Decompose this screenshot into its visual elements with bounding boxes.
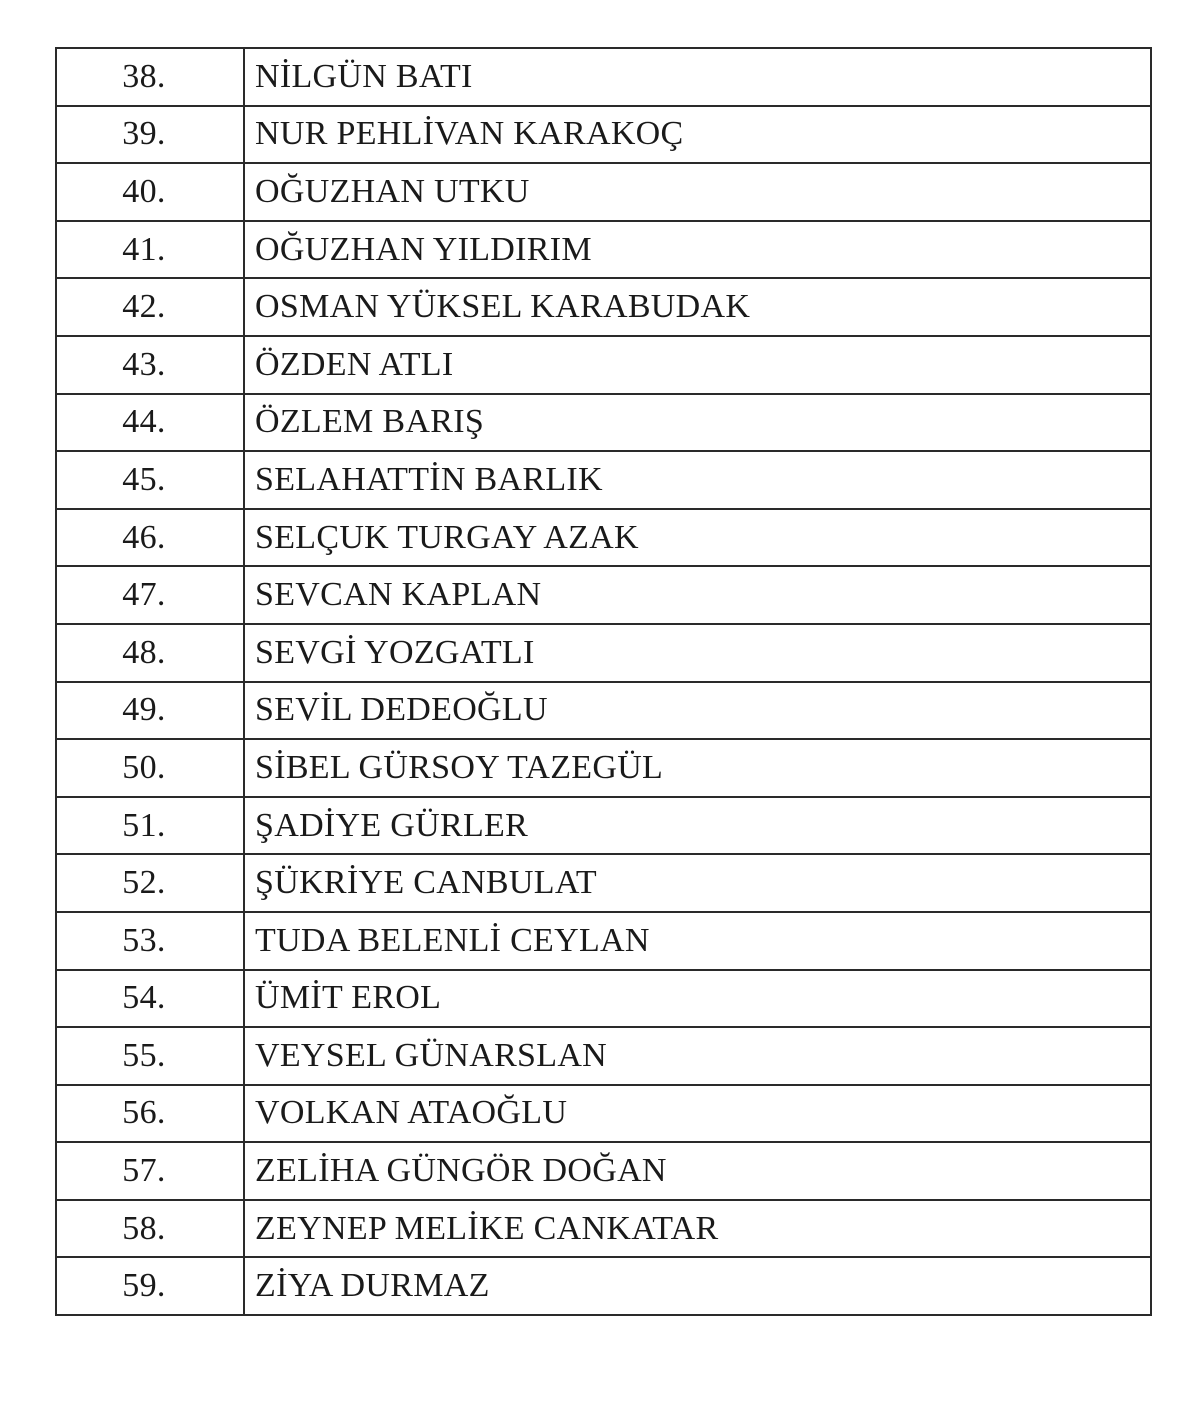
table-row bbox=[56, 1027, 1151, 1085]
row-name: ZEYNEP MELİKE CANKATAR bbox=[244, 1200, 1151, 1258]
row-number: 54. bbox=[56, 970, 244, 1028]
row-number: 42. bbox=[56, 278, 244, 336]
row-number: 46. bbox=[56, 509, 244, 567]
row-name: OSMAN YÜKSEL KARABUDAK bbox=[244, 278, 1151, 336]
table-row bbox=[56, 1142, 1151, 1200]
row-number: 57. bbox=[56, 1142, 244, 1200]
table-row bbox=[56, 739, 1151, 797]
row-name: SELÇUK TURGAY AZAK bbox=[244, 509, 1151, 567]
table-row bbox=[56, 854, 1151, 912]
row-name: SEVİL DEDEOĞLU bbox=[244, 682, 1151, 740]
table-row bbox=[56, 624, 1151, 682]
table-row bbox=[56, 336, 1151, 394]
row-name: SİBEL GÜRSOY TAZEGÜL bbox=[244, 739, 1151, 797]
row-name: VOLKAN ATAOĞLU bbox=[244, 1085, 1151, 1143]
row-name: TUDA BELENLİ CEYLAN bbox=[244, 912, 1151, 970]
row-name: ZİYA DURMAZ bbox=[244, 1257, 1151, 1315]
row-number: 52. bbox=[56, 854, 244, 912]
table-row bbox=[56, 1200, 1151, 1258]
row-number: 48. bbox=[56, 624, 244, 682]
row-name: ŞÜKRİYE CANBULAT bbox=[244, 854, 1151, 912]
row-number: 44. bbox=[56, 394, 244, 452]
row-number: 47. bbox=[56, 566, 244, 624]
name-list-table bbox=[55, 47, 1152, 1316]
table-row bbox=[56, 48, 1151, 106]
table-row bbox=[56, 970, 1151, 1028]
row-number: 40. bbox=[56, 163, 244, 221]
row-name: VEYSEL GÜNARSLAN bbox=[244, 1027, 1151, 1085]
row-name: ÖZDEN ATLI bbox=[244, 336, 1151, 394]
row-name: OĞUZHAN YILDIRIM bbox=[244, 221, 1151, 279]
table-row bbox=[56, 1257, 1151, 1315]
table-row bbox=[56, 566, 1151, 624]
row-number: 38. bbox=[56, 48, 244, 106]
row-name: SEVCAN KAPLAN bbox=[244, 566, 1151, 624]
row-number: 50. bbox=[56, 739, 244, 797]
row-number: 59. bbox=[56, 1257, 244, 1315]
row-number: 56. bbox=[56, 1085, 244, 1143]
row-number: 53. bbox=[56, 912, 244, 970]
row-name: OĞUZHAN UTKU bbox=[244, 163, 1151, 221]
table-row bbox=[56, 451, 1151, 509]
row-number: 58. bbox=[56, 1200, 244, 1258]
row-number: 39. bbox=[56, 106, 244, 164]
row-name: NİLGÜN BATI bbox=[244, 48, 1151, 106]
row-number: 45. bbox=[56, 451, 244, 509]
table-row bbox=[56, 394, 1151, 452]
table-row bbox=[56, 797, 1151, 855]
name-list-body bbox=[56, 48, 1151, 1315]
row-name: NUR PEHLİVAN KARAKOÇ bbox=[244, 106, 1151, 164]
table-row bbox=[56, 682, 1151, 740]
table-row bbox=[56, 509, 1151, 567]
row-number: 55. bbox=[56, 1027, 244, 1085]
row-name: SEVGİ YOZGATLI bbox=[244, 624, 1151, 682]
row-number: 41. bbox=[56, 221, 244, 279]
table-row bbox=[56, 278, 1151, 336]
row-number: 51. bbox=[56, 797, 244, 855]
table-row bbox=[56, 163, 1151, 221]
table-row bbox=[56, 912, 1151, 970]
row-name: ÜMİT EROL bbox=[244, 970, 1151, 1028]
table-row bbox=[56, 221, 1151, 279]
row-number: 49. bbox=[56, 682, 244, 740]
row-name: SELAHATTİN BARLIK bbox=[244, 451, 1151, 509]
row-name: ÖZLEM BARIŞ bbox=[244, 394, 1151, 452]
row-number: 43. bbox=[56, 336, 244, 394]
row-name: ŞADİYE GÜRLER bbox=[244, 797, 1151, 855]
row-name: ZELİHA GÜNGÖR DOĞAN bbox=[244, 1142, 1151, 1200]
table-row bbox=[56, 106, 1151, 164]
table-row bbox=[56, 1085, 1151, 1143]
